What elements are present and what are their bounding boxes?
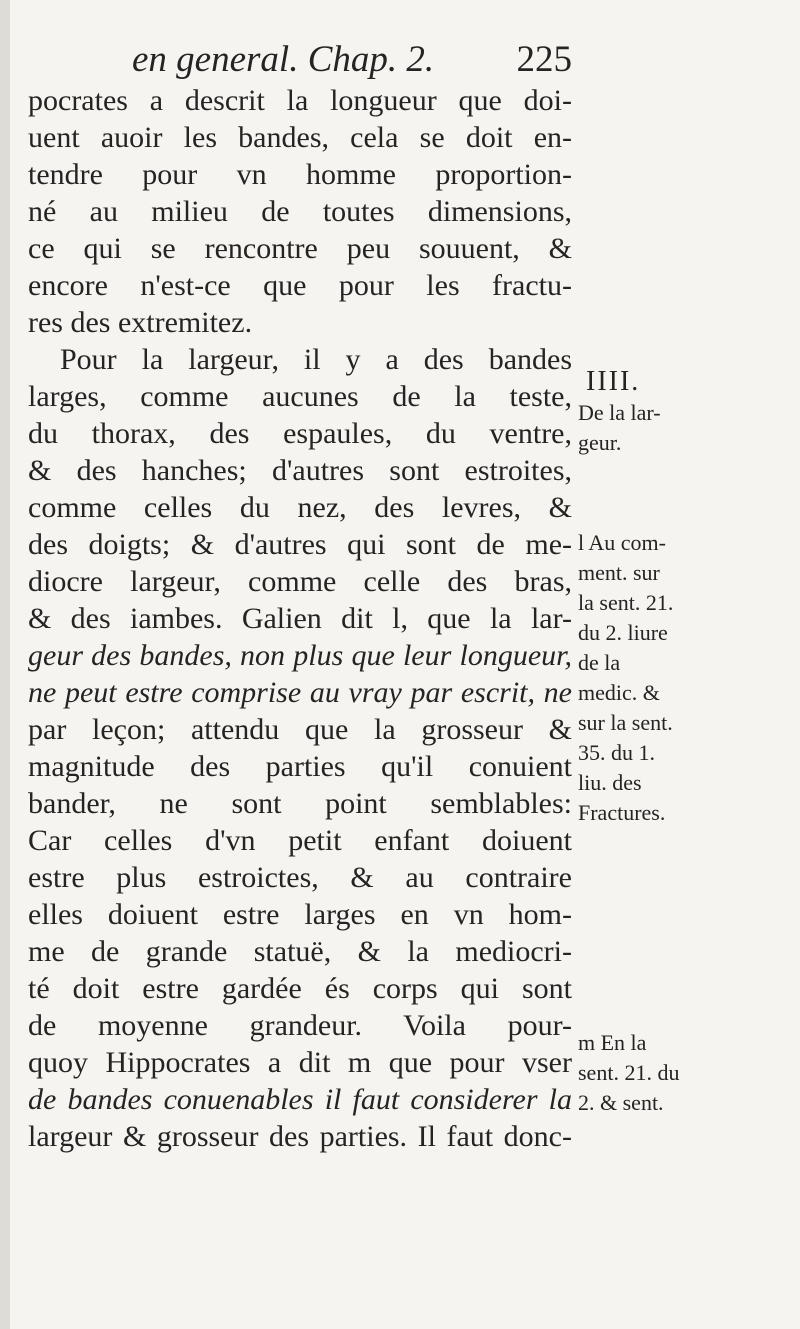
text-line: & des hanches; d'autres sont estroites, xyxy=(28,454,572,487)
text-line: de moyenne grandeur. Voila pour- xyxy=(28,1009,572,1042)
margin-note-l: sur la sent. xyxy=(578,710,673,735)
margin-note-l: 35. du 1. xyxy=(578,740,655,765)
text-line: encore n'est-ce que pour les fractu- xyxy=(28,269,572,302)
margin-note-m: m En la xyxy=(578,1030,647,1055)
margin-note-l: medic. & xyxy=(578,680,660,705)
margin-note-m: sent. 21. du xyxy=(578,1060,680,1085)
margin-notes xyxy=(578,366,788,1118)
page-number: 225 xyxy=(516,39,572,80)
text-line: par leçon; attendu que la grosseur & xyxy=(28,713,572,746)
text-line: me de grande statuë, & la mediocri- xyxy=(28,935,572,968)
text-line: Pour la largeur, il y a des bandes xyxy=(60,343,572,376)
text-line: ce qui se rencontre peu souuent, & xyxy=(28,232,572,265)
text-line: diocre largeur, comme celle des bras, xyxy=(28,565,572,598)
text-line: pocrates a descrit la longueur que doi- xyxy=(28,84,572,117)
text-line: estre plus estroictes, & au contraire xyxy=(28,861,572,894)
text-line: largeur & grosseur des parties. Il faut donc- xyxy=(28,1120,572,1153)
text-line: magnitude des parties qu'il conuient xyxy=(28,750,572,783)
margin-note-l: du 2. liure xyxy=(578,620,668,645)
text-line: té doit estre gardée és corps qui sont xyxy=(28,972,572,1005)
margin-note-m: 2. & sent. xyxy=(578,1090,664,1115)
text-line: des doigts; & d'autres qui sont de me- xyxy=(28,528,572,561)
text-line: ne peut estre comprise au vray par escrit, ne xyxy=(28,676,572,709)
text-line: quoy Hippocrates a dit m que pour vser xyxy=(28,1046,572,1079)
margin-note-l: ment. sur xyxy=(578,560,660,585)
section-label: geur. xyxy=(578,430,622,455)
page-edge xyxy=(0,0,10,1329)
text-line: tendre pour vn homme proportion- xyxy=(28,158,572,191)
margin-note-l: la sent. 21. xyxy=(578,590,674,615)
running-header xyxy=(132,38,572,82)
main-text xyxy=(28,82,572,1155)
margin-note-l: Fractures. xyxy=(578,800,666,825)
text-line: né au milieu de toutes dimensions, xyxy=(28,195,572,228)
text-line: bander, ne sont point semblables: xyxy=(28,787,572,820)
section-label: De la lar- xyxy=(578,400,661,425)
text-line: du thorax, des espaules, du ventre, xyxy=(28,417,572,450)
text-line: & des iambes. Galien dit l, que la lar- xyxy=(28,602,572,635)
text-line: res des extremitez. xyxy=(28,306,253,339)
text-line: geur des bandes, non plus que leur longueur, xyxy=(28,639,572,672)
running-title: en general. Chap. 2. xyxy=(132,39,435,80)
section-number: IIII. xyxy=(586,366,641,397)
text-line: larges, comme aucunes de la teste, xyxy=(28,380,572,413)
margin-note-l: de la xyxy=(578,650,621,675)
text-line: comme celles du nez, des levres, & xyxy=(28,491,572,524)
margin-note-l: liu. des xyxy=(578,770,642,795)
margin-note-l: l Au com- xyxy=(578,530,666,555)
text-line: de bandes conuenables il faut considerer la xyxy=(28,1083,572,1116)
text-line: Car celles d'vn petit enfant doiuent xyxy=(28,824,572,857)
text-line: uent auoir les bandes, cela se doit en- xyxy=(28,121,572,154)
text-line: elles doiuent estre larges en vn hom- xyxy=(28,898,572,931)
